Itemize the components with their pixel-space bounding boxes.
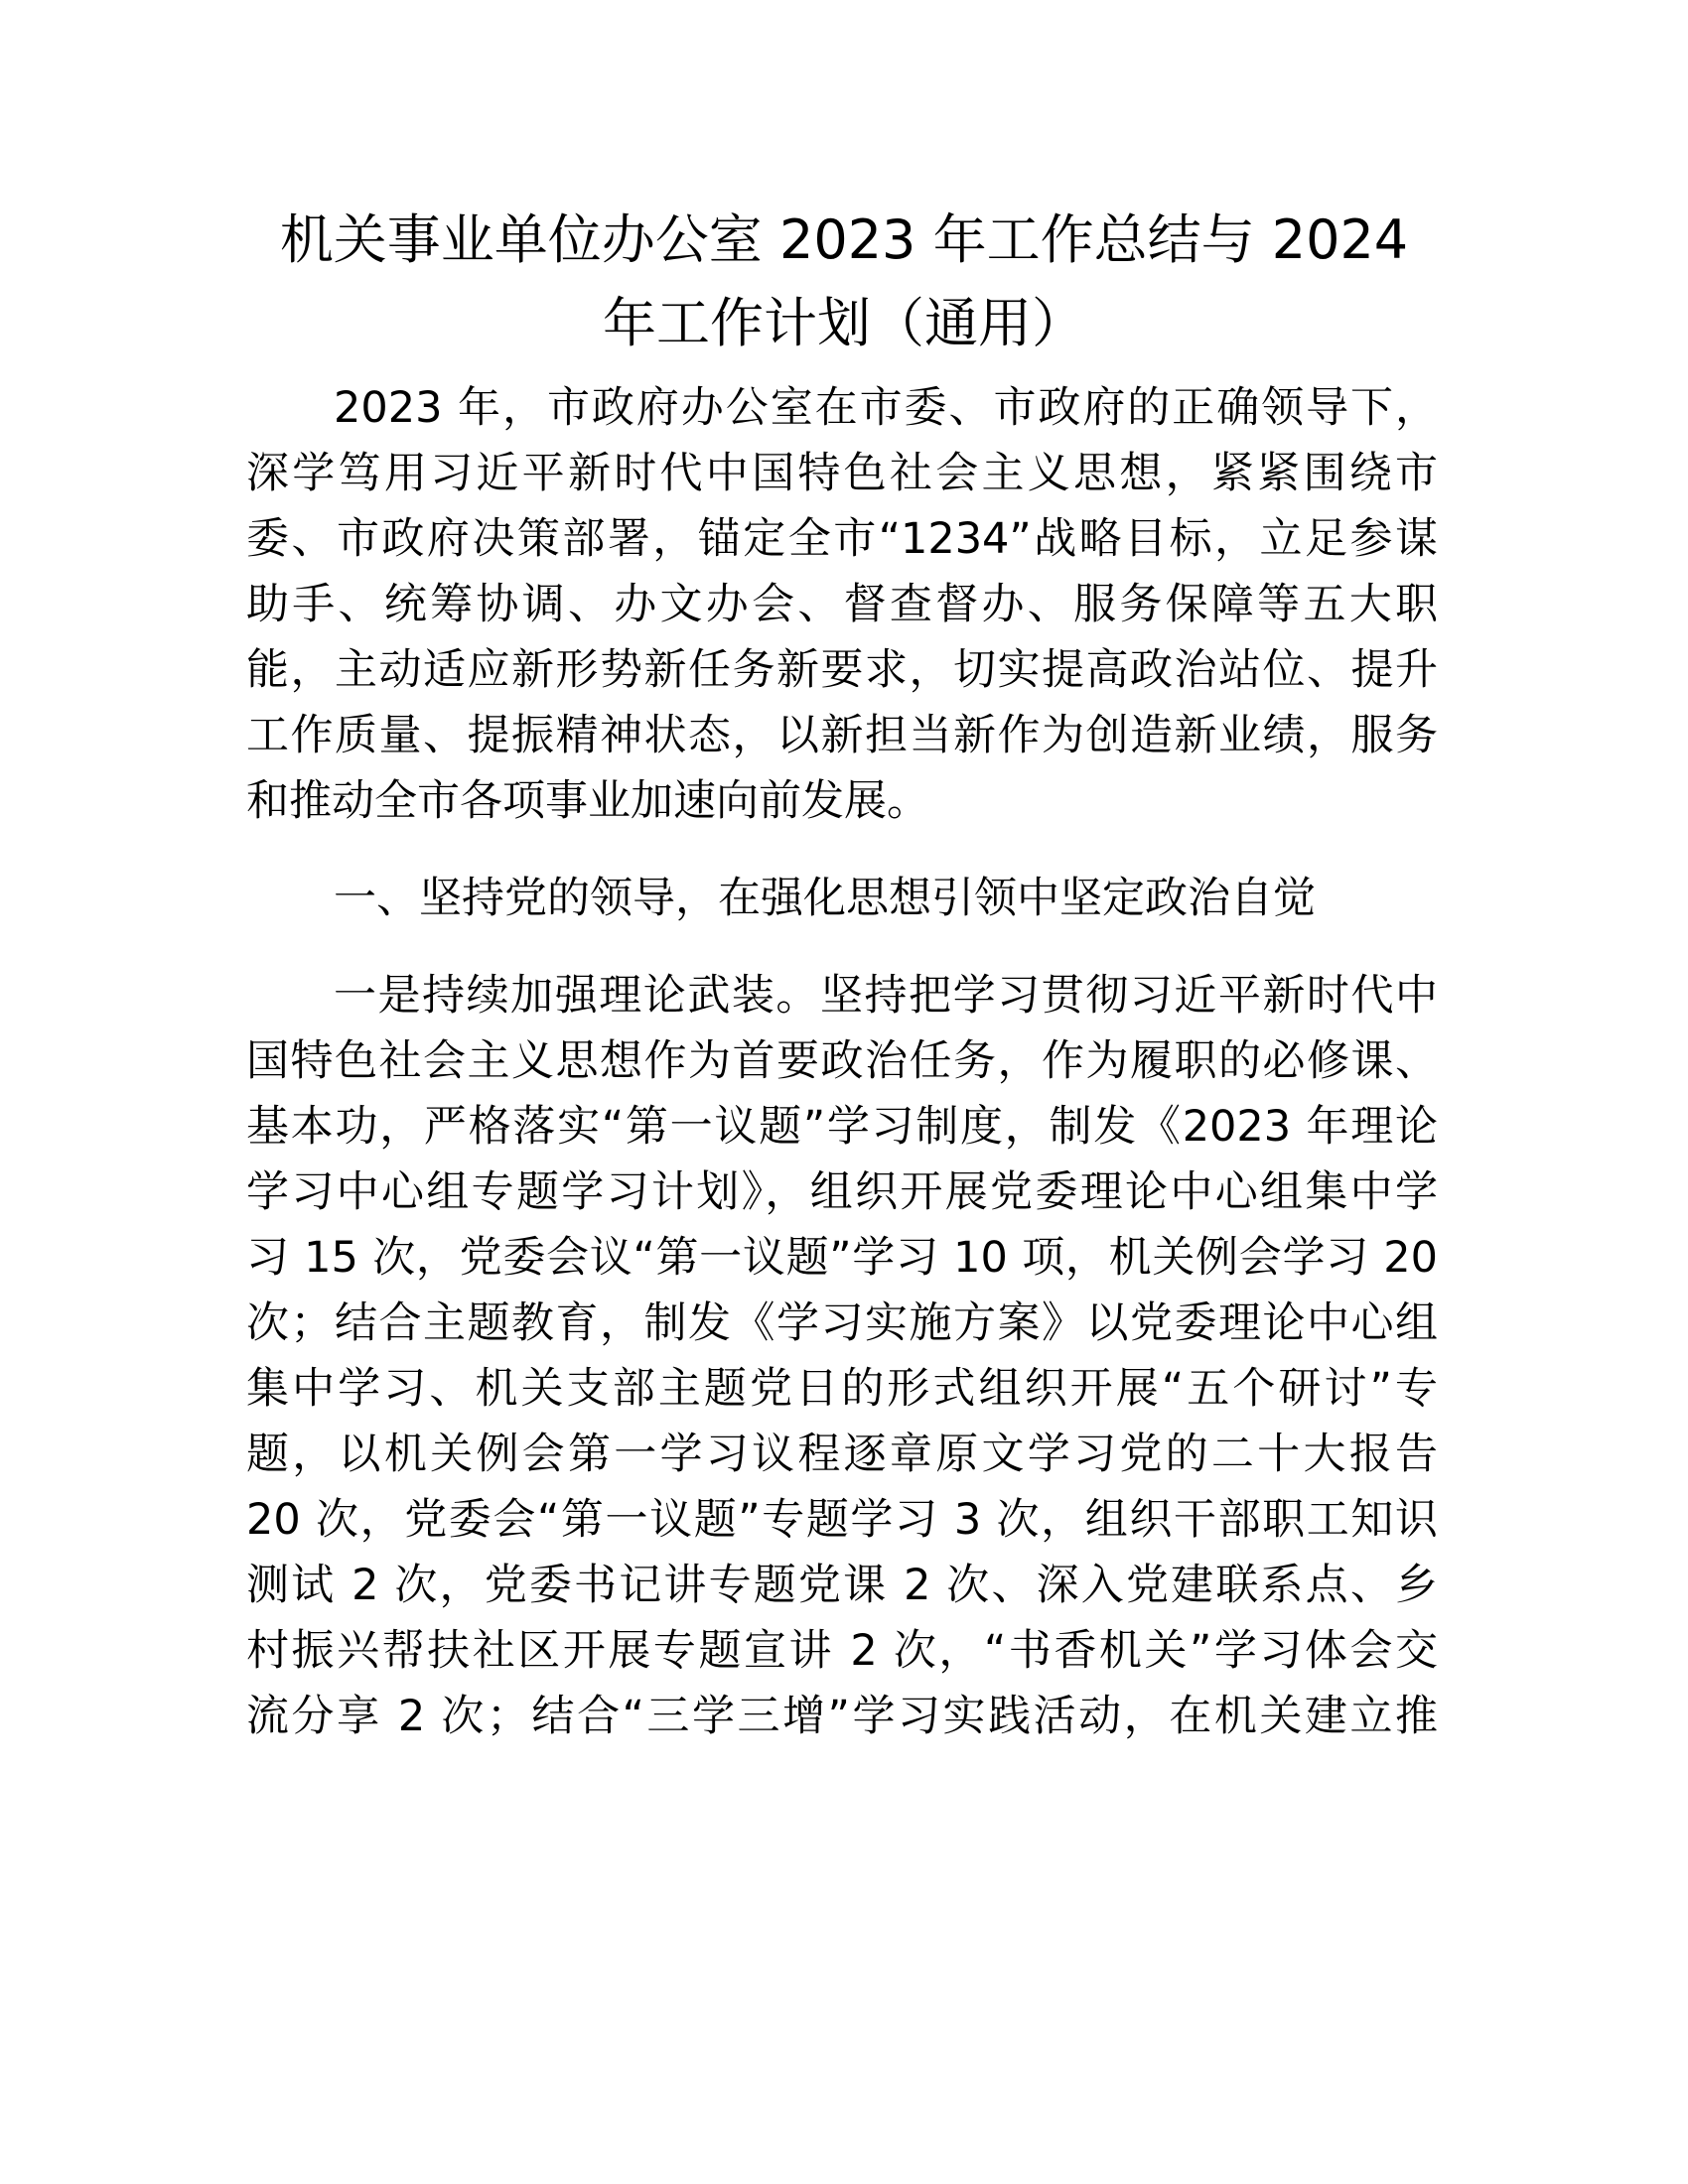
intro-paragraph: [246, 375, 1438, 834]
text-line: 集中学习、机关支部主题党日的形式组织开展“五个研讨”专: [246, 1364, 1438, 1414]
title-line: 年工作计划（通用）: [603, 292, 1085, 354]
text-line: 国特色社会主义思想作为首要政治任务，作为履职的必修课、: [246, 1036, 1438, 1086]
text-line: 题，以机关例会第一学习议程逐章原文学习党的二十大报告: [246, 1430, 1438, 1479]
document-body: [246, 375, 1438, 1781]
text-line: 和推动全市各项事业加速向前发展。: [246, 776, 929, 826]
text-line: 委、市政府决策部署，锚定全市“1234”战略目标，立足参谋: [246, 514, 1438, 564]
text-line: 一是持续加强理论武装。坚持把学习贯彻习近平新时代中: [334, 971, 1438, 1021]
text-line: 基本功，严格落实“第一议题”学习制度，制发《2023 年理论: [246, 1102, 1438, 1152]
text-line: 村振兴帮扶社区开展专题宣讲 2 次，“书香机关”学习体会交: [246, 1626, 1438, 1676]
heading-line: 一、坚持党的领导，在强化思想引领中坚定政治自觉: [334, 874, 1316, 923]
text-line: 测试 2 次，党委书记讲专题党课 2 次、深入党建联系点、乡: [246, 1561, 1438, 1610]
text-line: 深学笃用习近平新时代中国特色社会主义思想，紧紧围绕市: [246, 449, 1438, 498]
section-heading: [246, 866, 1438, 931]
title-line: 机关事业单位办公室 2023 年工作总结与 2024: [279, 208, 1409, 271]
text-line: 学习中心组专题学习计划》，组织开展党委理论中心组集中学: [246, 1167, 1438, 1217]
text-line: 工作质量、提振精神状态，以新担当新作为创造新业绩，服务: [246, 711, 1438, 760]
document-title: [238, 199, 1450, 365]
text-line: 次；结合主题教育，制发《学习实施方案》以党委理论中心组: [246, 1298, 1438, 1348]
section-paragraph: [246, 963, 1438, 1749]
text-line: 流分享 2 次；结合“三学三增”学习实践活动，在机关建立推: [246, 1692, 1438, 1741]
text-line: 2023 年，市政府办公室在市委、市政府的正确领导下，: [334, 383, 1438, 433]
text-line: 习 15 次，党委会议“第一议题”学习 10 项，机关例会学习 20: [246, 1233, 1438, 1283]
text-line: 能，主动适应新形势新任务新要求，切实提高政治站位、提升: [246, 645, 1438, 695]
text-line: 助手、统筹协调、办文办会、督查督办、服务保障等五大职: [246, 580, 1438, 629]
text-line: 20 次，党委会“第一议题”专题学习 3 次，组织干部职工知识: [246, 1495, 1438, 1545]
